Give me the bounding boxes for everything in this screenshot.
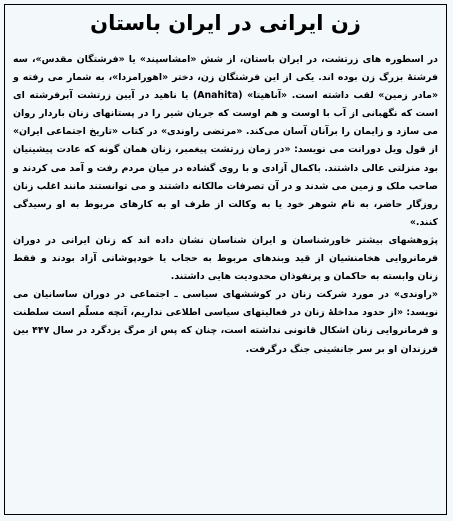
paragraph-achaemenid-research: پژوهشهای بیشتر خاورشناسان و ایران شناسان نشان داده اند که زنان ایرانی در دوران فرمانروایی هخامنشیان از قید وبندهای مربوط به حجاب یا خودپوشانی آزاد بودند و فقط زنان وابسته به حاکمان و پرنفوذان محدودیت هایی داشتند. (13, 234, 438, 283)
paragraph-zoroastrian-myths: در اسطوره های زرتشت، در ایران باستان، از شش «امشاسپند» یا «فرشتگان مقدس»، سه فرشتهٔ بزرگ زن بوده اند. یکی از این فرشتگان زن، دختر «اهورامزدا»، به شمار می رفته و «مادر زمین» لقب داشته است. «آناهیتا» (Anahita) یا ناهید در آیین زرتشت آبرفرشته ای است که نگهبانی از آب با اوست و هم اوست که جریان شیر را در پستانهای زنان باردار روان می سازد و زایمان را برآنان آسان می‌کند. «مرتضی راوندی» در کتاب «تاریخ اجتماعی ایران» از قول ویل دورانت می نویسد: «در زمان زرتشت پیغمبر، زنان همان گونه که عادت پیشینیان بود منزلتی عالی داشتند. باکمال آزادی و با روی گشاده در میان مردم رفت و آمد می کردند و صاحب ملک و زمین می شدند و در آن تصرفات مالکانه داشتند و می توانستند مانند اغلب زنان روزگار حاضر، به نام شوهر خود یا به وکالت از طرف او به کارهای مربوط به او رسیدگی کنند.» (13, 54, 438, 228)
article-frame (4, 4, 447, 515)
article-body (13, 51, 438, 359)
paragraph-sasanian-politics: «راوندی» در مورد شرکت زنان در کوششهای سیاسی ـ اجتماعی در دوران ساسانیان می نویسد: «از حدود مداخلهٔ زنان در فعالیتهای سیاسی اطلاعی نداریم، آنچه مسلّم است سلطنت و فرمانروایی زنان اشکال قانونی نداشته است، چنان که پس از مرگ یزدگرد در سال ۴۴۷ بین فرزندان او بر سر جانشینی جنگ درگرفت. (13, 289, 438, 355)
article-title: زن ایرانی در ایران باستان (90, 11, 361, 35)
